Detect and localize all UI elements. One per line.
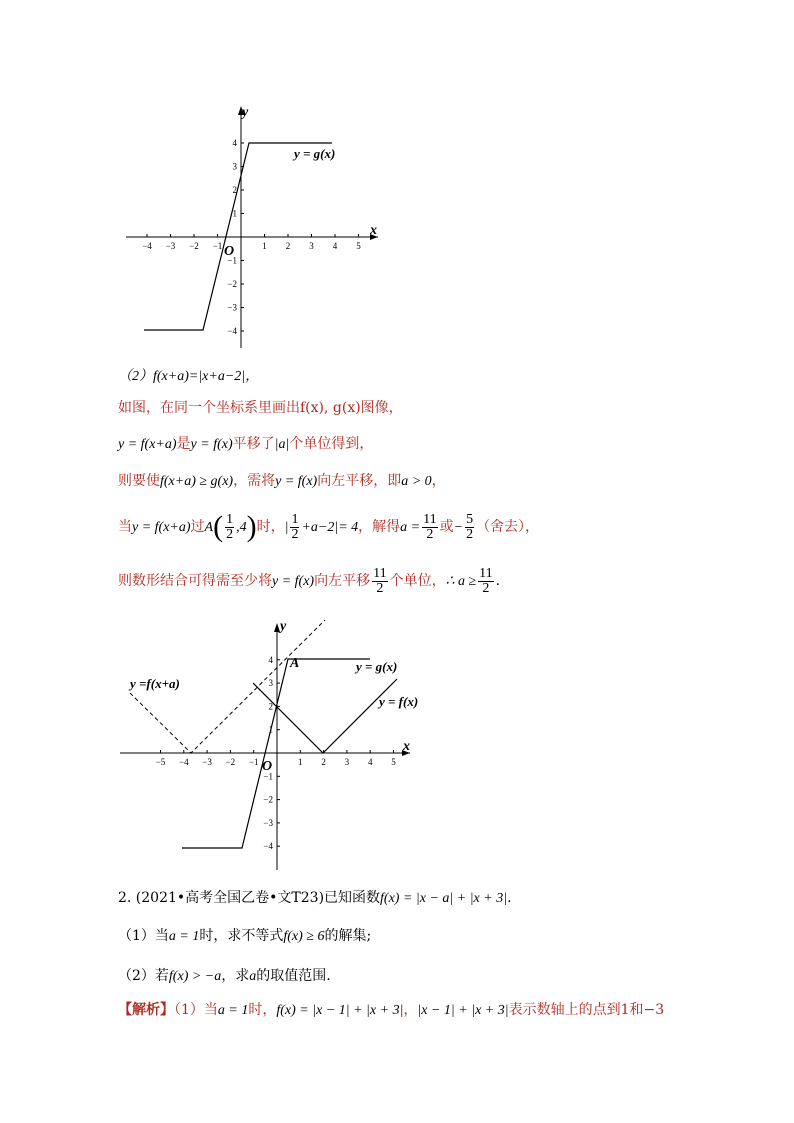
line4-formula-c: a > 0 <box>401 474 432 489</box>
y-tick-label: 1 <box>268 724 273 735</box>
x-tick-label: 5 <box>391 757 396 767</box>
line3-text-b: 平移了 <box>232 436 275 452</box>
problem2-part1: （1）当a = 1时，求不等式f(x) ≥ 6的解集; <box>118 928 372 944</box>
figure-fg <box>120 615 420 875</box>
fraction-11-2-a: $\frac{11}{2}$ <box>423 511 437 542</box>
y-tick-label: 3 <box>268 678 273 689</box>
x-axis-label: x <box>403 739 410 754</box>
part2-inequality: f(x) > −a <box>168 969 222 984</box>
x-tick-label: 1 <box>262 241 267 251</box>
x-tick-label: 1 <box>298 757 303 767</box>
y-tick-label: 4 <box>232 138 237 148</box>
x-tick-label: −4 <box>179 757 189 767</box>
solution-abs-sum: |x − 1| + |x + 3| <box>417 1003 509 1018</box>
origin-label: O <box>262 759 273 774</box>
solution-line-1 <box>118 366 259 387</box>
line4-text-b: ，需将 <box>233 473 276 489</box>
x-tick-label: −1 <box>212 241 223 251</box>
x-tick-label: 3 <box>309 241 314 251</box>
line5-text-c: 时， <box>256 519 285 535</box>
x-tick-label: −1 <box>248 757 259 767</box>
fraction-11-2-c: $\frac{11}{2}$ <box>479 565 493 596</box>
x-tick-label: 2 <box>285 241 291 251</box>
figure-g <box>120 100 400 355</box>
problem2-question: 2. (2021•高考全国乙卷•文T23)已知函数f(x) = |x − a| + |x + 3|. <box>118 890 512 906</box>
line5-formula-a: y = f(x+a) <box>132 520 191 535</box>
y-tick-label: −2 <box>263 794 273 805</box>
x-tick-label: −5 <box>155 757 166 767</box>
problem2-solution: 【解析】（1）当a = 1时，f(x) = |x − 1| + |x + 3|，|x − 1| + |x + 3|表示数轴上的点到1和−3 <box>118 1002 665 1018</box>
problem2-function: f(x) = |x − a| + |x + 3| <box>380 891 508 906</box>
line4-text-c: 向左平移，即 <box>317 473 402 489</box>
line6-formula-a: y = f(x) <box>272 574 315 589</box>
line3-formula-b: y = f(x) <box>190 437 233 452</box>
line4-text-a: 则要使 <box>118 473 160 489</box>
curve-f-label: y = f(x) <box>379 694 419 709</box>
line3-text-c: 个单位得到， <box>289 436 374 452</box>
y-tick-label: −2 <box>227 279 237 289</box>
fraction-half-1: $\frac{1}{2}$ <box>226 511 234 542</box>
x-axis-label: x <box>370 223 377 238</box>
solution-line-4 <box>118 471 446 492</box>
line6-text-b: 向左平移 <box>314 573 371 589</box>
y-axis-label: y <box>242 105 249 120</box>
x-tick-label: −4 <box>142 241 152 251</box>
solution-tag: 【解析】 <box>118 1002 174 1018</box>
line4-text-d: ， <box>431 473 446 489</box>
origin-label: O <box>224 244 235 259</box>
line3-abs-a: |a| <box>274 437 290 452</box>
solution-line-6: 则数形结合可得需至少将y = f(x)向左平移 $\frac{11}{2}$ 个单位，∴ a ≥ $\frac{11}{2}$ . <box>118 565 501 596</box>
point-a-label: A <box>290 656 300 671</box>
x-tick-label: −3 <box>165 241 176 251</box>
x-tick-label: 3 <box>344 757 350 767</box>
curve-g-label: y = g(x) <box>294 146 336 161</box>
line1-text: （2）f(x+a)=|x+a−2|， <box>118 369 260 384</box>
y-tick-label: −1 <box>227 255 237 266</box>
line6-text-c: 个单位， <box>389 573 446 589</box>
y-tick-label: 2 <box>268 701 273 712</box>
line4-formula-a: f(x+a) ≥ g(x) <box>160 474 234 489</box>
line6-formula-b: ∴ a ≥ <box>445 574 477 589</box>
line5-text-a: 当 <box>118 519 132 535</box>
problem2-source: 2. (2021•高考全国乙卷•文T23)已知函数 <box>118 890 381 906</box>
x-tick-label: −3 <box>202 757 212 767</box>
x-tick-label: −2 <box>189 241 199 251</box>
curve-g-label: y = g(x) <box>356 659 398 674</box>
part1-inequality: f(x) ≥ 6 <box>283 929 325 944</box>
point-a-label: A <box>204 520 214 535</box>
y-tick-label: −3 <box>227 302 237 313</box>
solution-line-5: 当y = f(x+a)过A( $\frac{1}{2}$ ,4)时，| $\frac{1}{2}$ +a−2|= 4，解得a = $\frac{11}{2}$ 或− $\frac{5}{2}$ （舍去）， <box>118 510 540 543</box>
x-tick-label: 4 <box>367 757 373 767</box>
line5-coord: ,4 <box>236 520 247 535</box>
x-tick-label: 2 <box>321 757 326 767</box>
y-tick-label: −4 <box>263 841 273 852</box>
y-axis-label: y <box>280 619 287 634</box>
line5-text-d: ，解得 <box>358 519 401 535</box>
x-tick-label: 4 <box>332 241 338 251</box>
y-tick-label: 2 <box>232 185 237 195</box>
x-tick-label: 5 <box>356 241 361 251</box>
solution-line-3 <box>118 434 373 455</box>
solution-function: f(x) = |x − 1| + |x + 3| <box>276 1003 404 1018</box>
line3-text-a: 是 <box>176 436 191 452</box>
fraction-5-2: $\frac{5}{2}$ <box>466 511 474 542</box>
line6-text-a: 则数形结合可得需至少将 <box>118 573 272 589</box>
y-tick-label: 4 <box>268 654 273 665</box>
line5-equation: +a−2|= 4 <box>301 520 359 535</box>
line2-text: 如图，在同一个坐标系里画出f(x), g(x)图像， <box>118 400 403 416</box>
line5-text-e: （舍去）， <box>476 519 540 535</box>
curve-f-shifted-label: y =f(x+a) <box>130 676 180 691</box>
line4-formula-b: y = f(x) <box>275 474 318 489</box>
fraction-half-2: $\frac{1}{2}$ <box>291 511 299 542</box>
y-tick-label: 1 <box>232 208 237 219</box>
problem2-part2: （2）若f(x) > −a，求a的取值范围. <box>118 968 331 984</box>
solution-line-2 <box>118 398 403 418</box>
line5-text-b: 过 <box>190 519 205 535</box>
y-tick-label: −4 <box>227 326 237 336</box>
x-tick-label: −2 <box>225 757 236 767</box>
fraction-11-2-b: $\frac{11}{2}$ <box>373 565 387 596</box>
y-tick-label: 3 <box>232 161 237 172</box>
part1-condition: a = 1 <box>168 929 200 944</box>
y-tick-label: −1 <box>263 771 273 782</box>
y-tick-label: −3 <box>263 817 273 828</box>
line3-formula-a: y = f(x+a) <box>118 437 177 452</box>
